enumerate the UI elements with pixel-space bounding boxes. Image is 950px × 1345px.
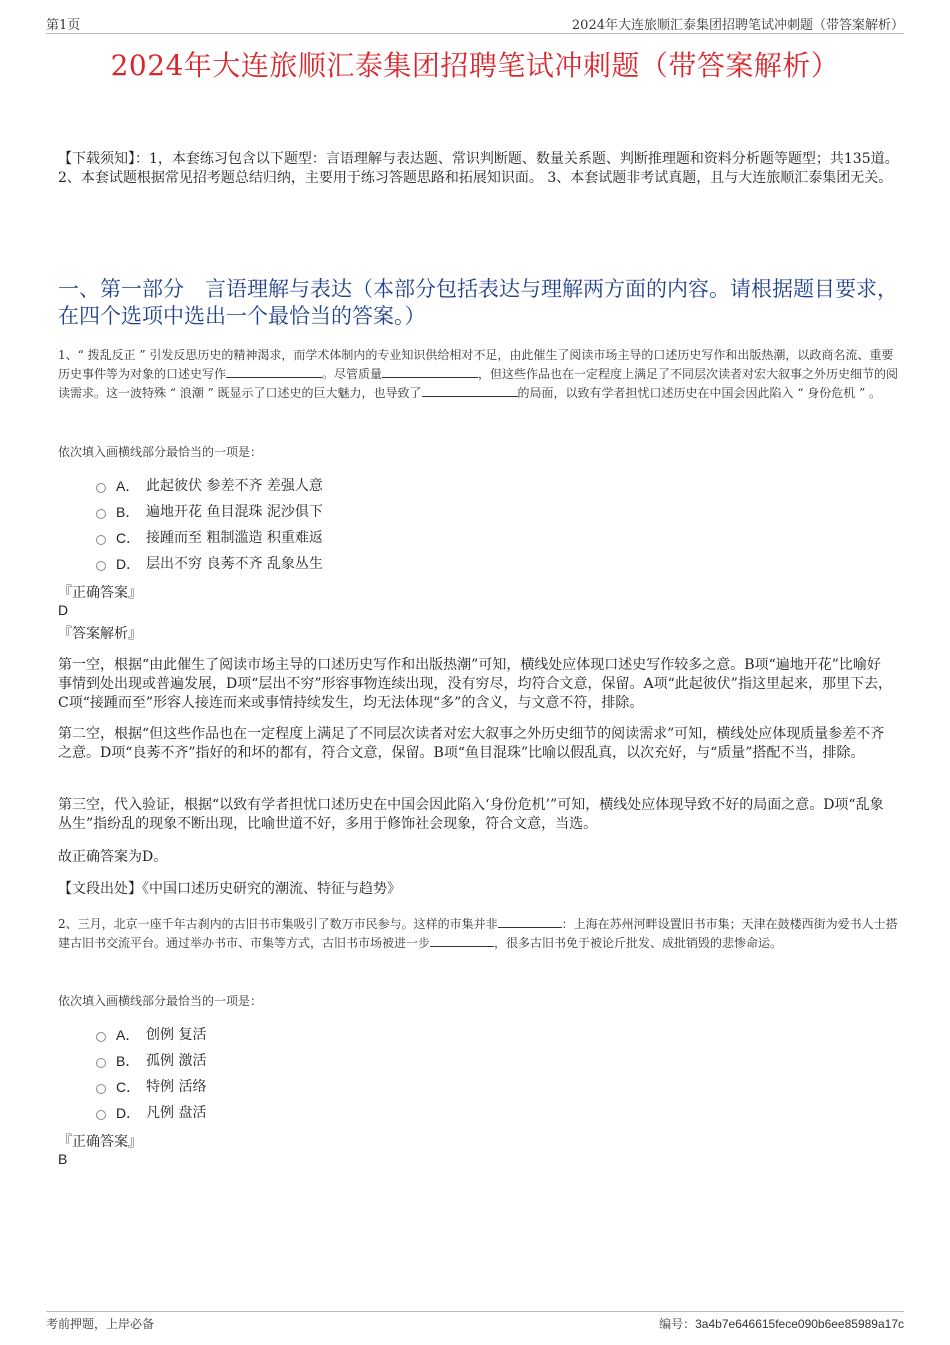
analysis-paragraph: 第三空，代入验证，根据“以致有学者担忧口述历史在中国会因此陷入‘身份危机’”可知，横线处应体现导致不好的局面之意。D项“乱象丛生”指纷乱的现象不断出现，比喻世道不好，多用于修饰社会现象，符合文意，当选。 [58, 797, 884, 832]
answer-label: 『正确答案』 [58, 585, 142, 601]
option-text: 遍地开花 鱼目混珠 泥沙俱下 [146, 504, 323, 520]
radio-icon[interactable] [96, 1058, 106, 1068]
radio-icon[interactable] [96, 1110, 106, 1120]
fill-blank [226, 365, 322, 378]
answer-value: D [58, 602, 69, 618]
source-citation: 【文段出处】《中国口述历史研究的潮流、特征与趋势》 [58, 881, 401, 897]
analysis-conclusion: 故正确答案为D。 [58, 849, 168, 865]
option-text: 孤例 激活 [146, 1053, 207, 1069]
question-1-stem [58, 346, 900, 403]
analysis-paragraph: 第一空，根据“由此催生了阅读市场主导的口述历史写作和出版热潮”可知，横线处应体现口述史写作较多之意。B项“遍地开花”比喻好事情到处出现或普遍发展，D项“层出不穷”形容事物连续出现，没有穷尽，均符合文意，保留。A项“此起彼伏”指这里起来，那里下去，C项“接踵而至”形容人接连而来或事情持续发生，均无法体现“多”的含义，与文意不符，排除。 [58, 657, 892, 711]
stem-text: 。尽管质量 [322, 367, 383, 381]
radio-icon[interactable] [96, 535, 106, 545]
fill-blank [382, 365, 478, 378]
fill-blank [430, 934, 494, 947]
question-2-option-d[interactable] [96, 1103, 206, 1123]
stem-text: ，但这些作品也在一定程度上满足了不同层次读者对宏大叙事之外历史细节的阅读需求。这一波特殊 “ 浪潮 ” 既显示了口述史的巨大魅力，也导致了 [58, 367, 899, 400]
question-2-prompt: 依次填入画横线部分最恰当的一项是： [58, 994, 263, 1008]
question-2-option-c[interactable] [96, 1077, 206, 1097]
option-text: 特例 活络 [146, 1079, 207, 1095]
document-code [659, 1315, 904, 1332]
answer-value: B [58, 1151, 68, 1167]
radio-icon[interactable] [96, 1032, 106, 1042]
option-text: 此起彼伏 参差不齐 差强人意 [146, 478, 323, 494]
question-1-option-c[interactable] [96, 528, 323, 548]
question-2-stem [58, 915, 900, 953]
page-number: 第1页 [46, 18, 81, 33]
analysis-paragraph: 第二空，根据“但这些作品也在一定程度上满足了不同层次读者对宏大叙事之外历史细节的阅读需求”可知，横线处应体现质量参差不齐之意。D项“良莠不齐”指好的和坏的都有，符合文意，保留。B项“鱼目混珠”比喻以假乱真，以次充好，与“质量”搭配不当，排除。 [58, 726, 885, 761]
option-letter: D． [116, 556, 141, 572]
option-text: 凡例 盘活 [146, 1105, 207, 1121]
stem-text: 的局面，以致有学者担忧口述历史在中国会因此陷入 “ 身份危机 ” 。 [517, 386, 882, 400]
option-text: 创例 复活 [146, 1027, 207, 1043]
download-notice: 【下载须知】：1，本套练习包含以下题型：言语理解与表达题、常识判断题、数量关系题、判断推理题和资料分析题等题型；共135道。 2、本套试题根据常见招考题总结归纳，主要用于练习答题思路和拓展知识面。 3、本套试题非考试真题，且与大连旅顺汇泰集团无关。 [58, 151, 899, 186]
radio-icon[interactable] [96, 561, 106, 571]
document-title: 2024年大连旅顺汇泰集团招聘笔试冲刺题（带答案解析） [110, 49, 840, 82]
question-1-option-d[interactable] [96, 554, 323, 574]
fill-blank [422, 384, 518, 397]
stem-text: 2、三月，北京一座千年古刹内的古旧书市集吸引了数万市民参与。这样的市集并非 [58, 917, 498, 931]
footer-divider [46, 1311, 904, 1312]
option-letter: A． [116, 1027, 140, 1043]
radio-icon[interactable] [96, 509, 106, 519]
option-letter: D． [116, 1105, 141, 1121]
question-1-prompt: 依次填入画横线部分最恰当的一项是： [58, 445, 263, 459]
stem-text: ，很多古旧书免于被论斤批发、成批销毁的悲惨命运。 [494, 936, 783, 950]
question-1-option-b[interactable] [96, 502, 323, 522]
question-2-option-a[interactable] [96, 1025, 206, 1045]
stem-text: ：上海在苏州河畔设置旧书市集；天津在鼓楼西街为爱书人士搭建古旧书交流平台。通过举办书市、市集等方式，古旧书市场被进一步 [58, 917, 898, 950]
fill-blank [498, 915, 562, 928]
running-title: 2024年大连旅顺汇泰集团招聘笔试冲刺题（带答案解析） [571, 18, 904, 33]
option-letter: B． [116, 504, 140, 520]
option-letter: B． [116, 1053, 140, 1069]
radio-icon[interactable] [96, 483, 106, 493]
option-text: 层出不穷 良莠不齐 乱象丛生 [146, 556, 323, 572]
code-value: 3a4b7e646615fece090b6ee85989a17c [695, 1317, 904, 1331]
option-letter: C． [116, 1079, 141, 1095]
question-1-option-a[interactable] [96, 476, 323, 496]
answer-label: 『正确答案』 [58, 1134, 142, 1150]
option-letter: C． [116, 530, 141, 546]
question-2-option-b[interactable] [96, 1051, 206, 1071]
option-letter: A． [116, 478, 140, 494]
option-text: 接踵而至 粗制滥造 积重难返 [146, 530, 323, 546]
stem-text: 1、“ 拨乱反正 ” 引发反思历史的精神渴求，而学术体制内的专业知识供给相对不足，由此催生了阅读市场主导的口述历史写作和出版热潮，以政商名流、重要历史事件等为对象的口述史写作 [58, 348, 894, 381]
header-divider [46, 33, 904, 34]
analysis-label: 『答案解析』 [58, 626, 142, 642]
section-heading: 一、第一部分 言语理解与表达（本部分包括表达与理解两方面的内容。请根据题目要求，在四个选项中选出一个最恰当的答案。） [58, 277, 898, 328]
footer-slogan: 考前押题，上岸必备 [46, 1317, 155, 1331]
radio-icon[interactable] [96, 1084, 106, 1094]
code-label: 编号： [659, 1317, 696, 1331]
